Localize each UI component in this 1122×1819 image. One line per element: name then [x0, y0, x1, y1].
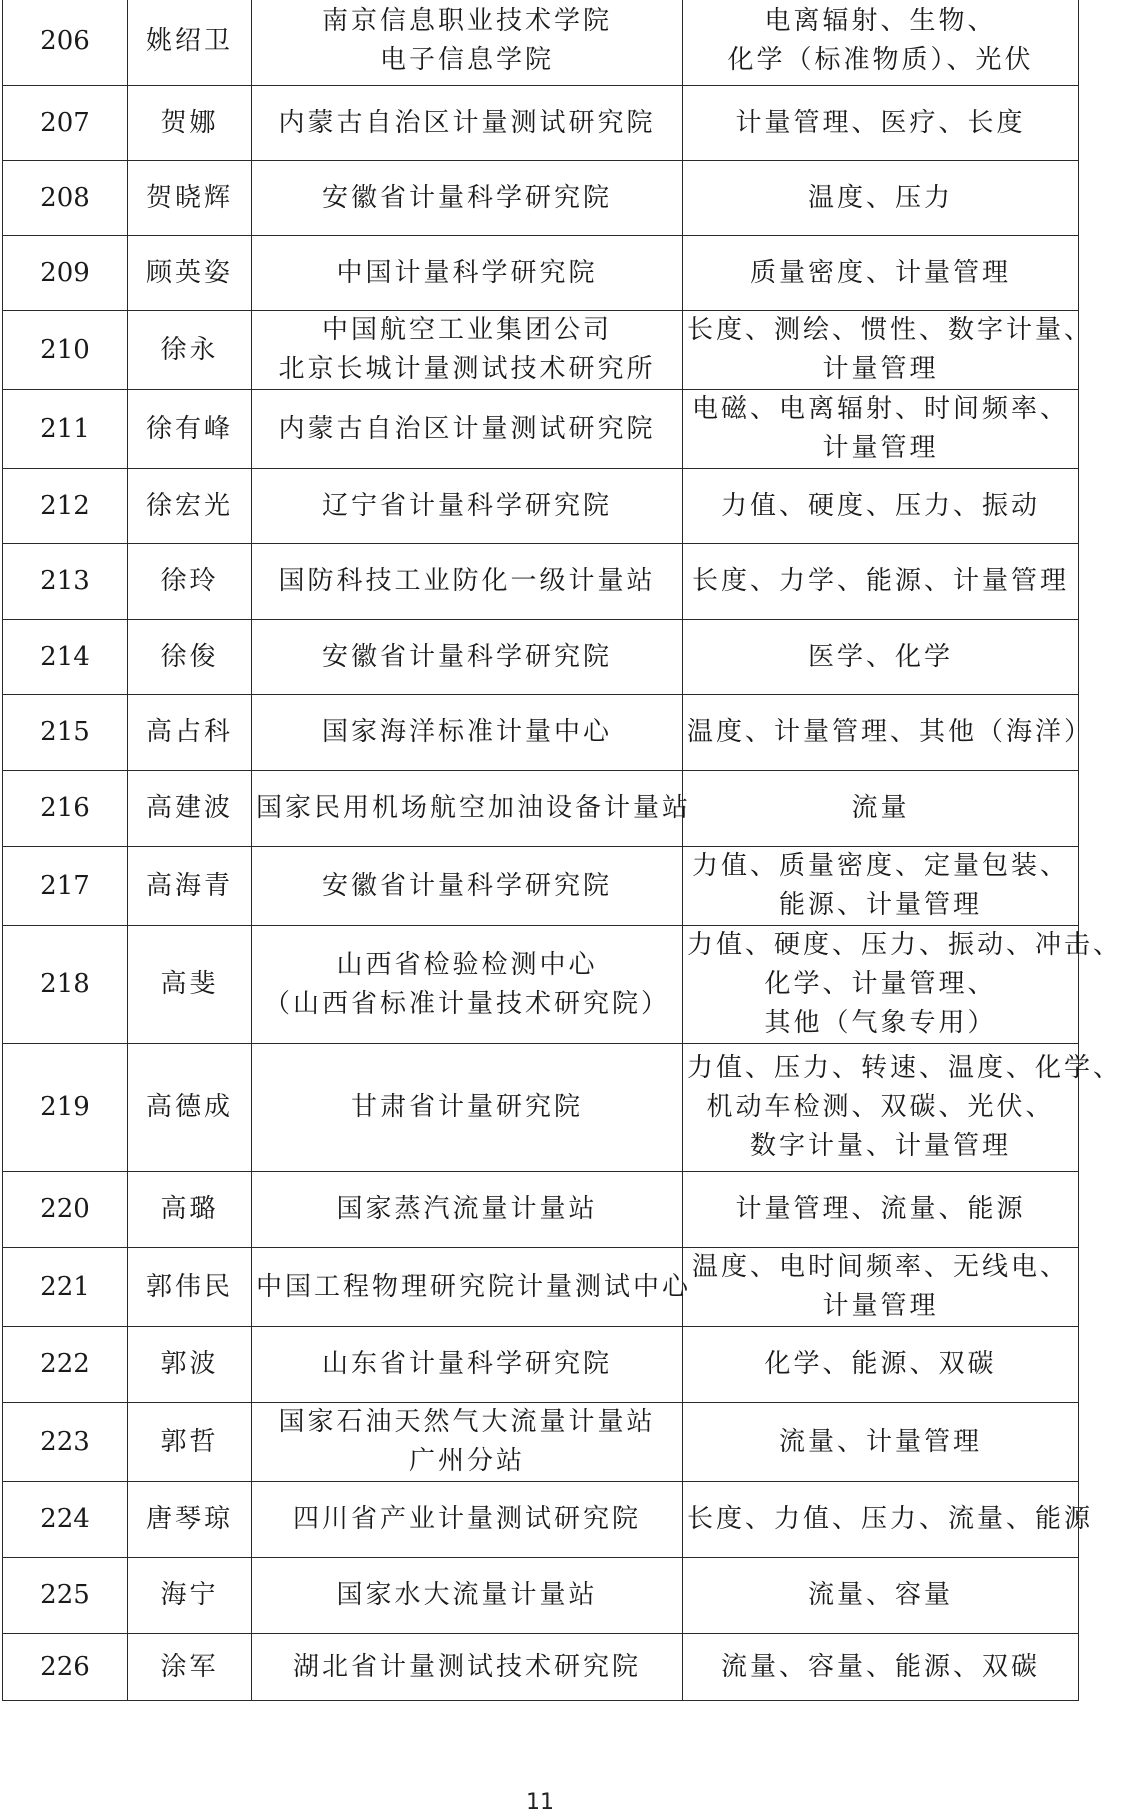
table-row — [3, 1403, 1079, 1482]
specialty-fields-cell — [683, 390, 1079, 469]
table-row — [3, 771, 1079, 847]
table-row — [3, 620, 1079, 695]
row-number: 225 — [3, 1558, 128, 1634]
specialty-fields-line: 电离辐射、生物、 — [764, 6, 997, 36]
table-row — [3, 1248, 1079, 1327]
specialty-fields-line: 化学（标准物质）、光伏 — [727, 45, 1034, 75]
organization-cell — [252, 86, 683, 161]
row-number: 212 — [3, 469, 128, 544]
specialty-fields-cell — [683, 469, 1079, 544]
organization-line: 安徽省计量科学研究院 — [321, 182, 612, 213]
organization-line: 中国航空工业集团公司 — [321, 315, 612, 345]
expert-name: 高占科 — [128, 695, 252, 771]
specialty-fields-line: 数字计量、计量管理 — [749, 1131, 1011, 1161]
row-number: 220 — [3, 1172, 128, 1248]
row-number: 208 — [3, 161, 128, 236]
organization-line: （山西省标准计量技术研究院） — [263, 988, 670, 1019]
row-number: 221 — [3, 1248, 128, 1327]
specialty-fields-line: 医学、化学 — [807, 641, 953, 672]
table-row — [3, 695, 1079, 771]
specialty-fields-line: 计量管理、流量、能源 — [735, 1194, 1026, 1224]
specialty-fields-line: 长度、测绘、惯性、数字计量、 — [687, 315, 1094, 345]
organization-cell — [252, 1482, 683, 1558]
specialty-fields-cell — [683, 1403, 1079, 1482]
specialty-fields-line: 长度、力值、压力、流量、能源 — [687, 1504, 1094, 1534]
table-row — [3, 311, 1079, 390]
expert-name: 高璐 — [128, 1172, 252, 1248]
specialty-fields-cell — [683, 695, 1094, 771]
specialty-fields-cell — [683, 1044, 1122, 1172]
row-number: 217 — [3, 847, 128, 926]
expert-name: 贺晓辉 — [128, 161, 252, 236]
organization-line: 湖北省计量测试技术研究院 — [292, 1651, 641, 1682]
specialty-fields-line: 力值、压力、转速、温度、化学、 — [687, 1053, 1122, 1083]
specialty-fields-line: 计量管理 — [822, 354, 939, 384]
organization-cell — [252, 1634, 683, 1701]
organization-line: 甘肃省计量研究院 — [350, 1092, 583, 1122]
table-row — [3, 161, 1079, 236]
table-row — [3, 926, 1079, 1044]
specialty-fields-line: 力值、硬度、压力、振动、冲击、 — [687, 930, 1122, 960]
organization-line: 内蒙古自治区计量测试研究院 — [278, 413, 656, 444]
organization-cell — [252, 1558, 683, 1634]
row-number: 211 — [3, 390, 128, 469]
organization-line: 辽宁省计量科学研究院 — [321, 490, 612, 521]
organization-cell — [252, 236, 683, 311]
specialty-fields-cell — [683, 544, 1079, 620]
specialty-fields-line: 温度、计量管理、其他（海洋） — [687, 717, 1094, 747]
specialty-fields-line: 能源、计量管理 — [778, 890, 982, 920]
organization-line: 国家民用机场航空加油设备计量站 — [256, 793, 692, 823]
expert-name: 高德成 — [128, 1044, 252, 1172]
row-number: 216 — [3, 771, 128, 847]
row-number: 215 — [3, 695, 128, 771]
table-row — [3, 1482, 1079, 1558]
expert-name: 郭哲 — [128, 1403, 252, 1482]
expert-name: 郭波 — [128, 1327, 252, 1403]
organization-line: 山东省计量科学研究院 — [321, 1349, 612, 1379]
expert-name: 高海青 — [128, 847, 252, 926]
expert-name: 顾英姿 — [128, 236, 252, 311]
organization-line: 中国计量科学研究院 — [336, 257, 598, 288]
table-row — [3, 469, 1079, 544]
expert-name: 唐琴琼 — [128, 1482, 252, 1558]
specialty-fields-line: 流量 — [851, 793, 910, 823]
row-number: 207 — [3, 86, 128, 161]
organization-cell — [252, 695, 683, 771]
row-number: 210 — [3, 311, 128, 390]
specialty-fields-line: 质量密度、计量管理 — [749, 257, 1011, 288]
organization-line: 北京长城计量测试技术研究所 — [278, 354, 656, 384]
row-number: 222 — [3, 1327, 128, 1403]
specialty-fields-line: 化学、计量管理、 — [764, 969, 997, 999]
expert-name: 高建波 — [128, 771, 252, 847]
row-number: 209 — [3, 236, 128, 311]
organization-line: 内蒙古自治区计量测试研究院 — [278, 107, 656, 138]
organization-cell — [252, 1403, 683, 1482]
specialty-fields-cell — [683, 311, 1094, 390]
table-row — [3, 1634, 1079, 1701]
organization-line: 山西省检验检测中心 — [336, 949, 598, 980]
organization-cell — [252, 847, 683, 926]
table-row — [3, 390, 1079, 469]
specialty-fields-line: 温度、电时间频率、无线电、 — [691, 1252, 1069, 1282]
row-number: 226 — [3, 1634, 128, 1701]
specialty-fields-line: 化学、能源、双碳 — [764, 1349, 997, 1379]
specialty-fields-cell — [683, 771, 1079, 847]
specialty-fields-line: 计量管理 — [822, 1291, 939, 1321]
organization-cell — [252, 390, 683, 469]
organization-line: 广州分站 — [408, 1446, 525, 1476]
organization-cell — [252, 544, 683, 620]
expert-name: 贺娜 — [128, 86, 252, 161]
expert-name: 徐宏光 — [128, 469, 252, 544]
specialty-fields-cell — [683, 926, 1122, 1044]
specialty-fields-cell — [683, 847, 1079, 926]
specialty-fields-cell — [683, 620, 1079, 695]
organization-line: 电子信息学院 — [379, 45, 554, 75]
specialty-fields-line: 计量管理 — [822, 433, 939, 463]
page-number: 11 — [526, 1790, 554, 1815]
organization-cell — [252, 0, 683, 86]
specialty-fields-line: 流量、计量管理 — [778, 1426, 982, 1457]
organization-cell — [252, 926, 683, 1044]
organization-cell — [252, 1172, 683, 1248]
expert-roster-table — [2, 0, 1122, 1701]
specialty-fields-cell — [683, 1327, 1079, 1403]
table-row — [3, 1044, 1079, 1172]
organization-cell — [252, 1248, 692, 1327]
specialty-fields-line: 其他（气象专用） — [764, 1008, 997, 1038]
expert-name: 高斐 — [128, 926, 252, 1044]
organization-line: 国家蒸汽流量计量站 — [336, 1194, 598, 1224]
specialty-fields-line: 力值、质量密度、定量包装、 — [691, 851, 1069, 881]
table-row — [3, 1327, 1079, 1403]
organization-line: 四川省产业计量测试研究院 — [292, 1504, 641, 1534]
expert-name: 姚绍卫 — [128, 0, 252, 86]
specialty-fields-cell — [683, 0, 1079, 86]
table-row — [3, 1558, 1079, 1634]
roster-body — [3, 0, 1122, 1701]
specialty-fields-line: 力值、硬度、压力、振动 — [720, 490, 1040, 521]
specialty-fields-line: 流量、容量、能源、双碳 — [720, 1651, 1040, 1682]
expert-name: 徐玲 — [128, 544, 252, 620]
table-row — [3, 86, 1079, 161]
table-row — [3, 1172, 1079, 1248]
organization-line: 南京信息职业技术学院 — [321, 6, 612, 36]
organization-line: 国家海洋标准计量中心 — [321, 717, 612, 747]
expert-name: 郭伟民 — [128, 1248, 252, 1327]
organization-line: 国家石油天然气大流量计量站 — [278, 1407, 656, 1437]
specialty-fields-line: 温度、压力 — [807, 182, 953, 213]
expert-name: 徐俊 — [128, 620, 252, 695]
specialty-fields-cell — [683, 86, 1079, 161]
table-row — [3, 0, 1079, 86]
organization-cell — [252, 311, 683, 390]
specialty-fields-line: 电磁、电离辐射、时间频率、 — [691, 394, 1069, 424]
row-number: 224 — [3, 1482, 128, 1558]
organization-line: 国家水大流量计量站 — [336, 1580, 598, 1610]
organization-cell — [252, 1044, 683, 1172]
specialty-fields-cell — [683, 1482, 1094, 1558]
expert-name: 海宁 — [128, 1558, 252, 1634]
expert-name: 徐永 — [128, 311, 252, 390]
row-number: 206 — [3, 0, 128, 86]
specialty-fields-line: 计量管理、医疗、长度 — [735, 107, 1026, 138]
specialty-fields-line: 机动车检测、双碳、光伏、 — [706, 1092, 1055, 1122]
row-number: 218 — [3, 926, 128, 1044]
specialty-fields-cell — [683, 161, 1079, 236]
specialty-fields-cell — [683, 1172, 1079, 1248]
expert-name: 涂军 — [128, 1634, 252, 1701]
organization-cell — [252, 620, 683, 695]
specialty-fields-line: 长度、力学、能源、计量管理 — [691, 566, 1069, 596]
organization-cell — [252, 161, 683, 236]
row-number: 214 — [3, 620, 128, 695]
specialty-fields-line: 流量、容量 — [807, 1580, 953, 1610]
table-row — [3, 236, 1079, 311]
organization-line: 安徽省计量科学研究院 — [321, 641, 612, 672]
organization-cell — [252, 469, 683, 544]
organization-cell — [252, 1327, 683, 1403]
expert-name: 徐有峰 — [128, 390, 252, 469]
organization-cell — [252, 771, 692, 847]
table-row — [3, 544, 1079, 620]
row-number: 213 — [3, 544, 128, 620]
organization-line: 国防科技工业防化一级计量站 — [278, 566, 656, 596]
row-number: 223 — [3, 1403, 128, 1482]
organization-line: 中国工程物理研究院计量测试中心 — [256, 1271, 692, 1302]
specialty-fields-cell — [683, 1248, 1079, 1327]
specialty-fields-cell — [683, 236, 1079, 311]
specialty-fields-cell — [683, 1558, 1079, 1634]
specialty-fields-cell — [683, 1634, 1079, 1701]
organization-line: 安徽省计量科学研究院 — [321, 870, 612, 901]
table-row — [3, 847, 1079, 926]
row-number: 219 — [3, 1044, 128, 1172]
